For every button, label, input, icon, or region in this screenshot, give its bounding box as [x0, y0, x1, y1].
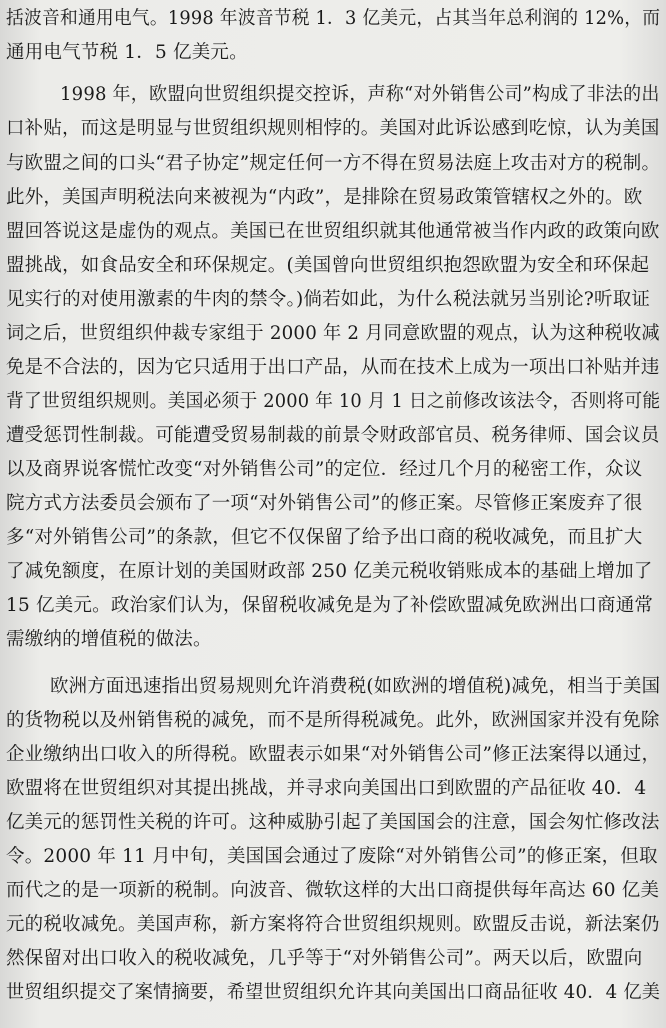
- text-line: 以及商界说客慌忙改变“对外销售公司”的定位．经过几个月的秘密工作，众议: [6, 459, 643, 480]
- text-line: 欧盟将在世贸组织对其提出挑战，并寻求向美国出口到欧盟的产品征收 40．4: [6, 778, 647, 799]
- text-line: 通用电气节税 1．5 亿美元。: [6, 42, 248, 63]
- text-line: 企业缴纳出口收入的所得税。欧盟表示如果“对外销售公司”修正法案得以通过，: [6, 744, 661, 765]
- text-line: 元的税收减免。美国声称，新方案将符合世贸组织规则。欧盟反击说，新法案仍: [6, 914, 660, 935]
- text-line: 遭受惩罚性制裁。可能遭受贸易制裁的前景令财政部官员、税务律师、国会议员: [6, 425, 660, 446]
- text-line: 盟回答说这是虚伪的观点。美国已在世贸组织就其他通常被当作内政的政策向欧: [6, 221, 660, 242]
- text-line: 院方式方法委员会颁布了一项“对外销售公司”的修正案。尽管修正案废弃了很: [6, 493, 643, 514]
- text-line: 多“对外销售公司”的条款，但它不仅保留了给予出口商的税收减免，而且扩大: [6, 527, 643, 548]
- text-line: 然保留对出口收入的税收减免，几乎等于“对外销售公司”。两天以后，欧盟向: [6, 948, 643, 969]
- text-line: 括波音和通用电气。1998 年波音节税 1．3 亿美元，占其当年总利润的 12%，而: [6, 8, 661, 29]
- text-line: 与欧盟之间的口头“君子协定”规定任何一方不得在贸易法庭上攻击对方的税制。: [6, 153, 661, 174]
- text-line: 词之后，世贸组织仲裁专家组于 2000 年 2 月同意欧盟的观点，认为这种税收减: [6, 323, 660, 344]
- text-line: 世贸组织提交了案情摘要，希望世贸组织允许其向美国出口商品征收 40．4 亿美: [6, 982, 661, 1003]
- text-line: 1998 年，欧盟向世贸组织提交控诉，声称“对外销售公司”构成了非法的出: [60, 84, 660, 105]
- text-line: 背了世贸组织规则。美国必须于 2000 年 10 月 1 日之前修改该法令，否则将可能: [6, 391, 661, 412]
- text-line: 免是不合法的，因为它只适用于出口产品，从而在技术上成为一项出口补贴并违: [6, 357, 660, 378]
- text-line: 15 亿美元。政治家们认为，保留税收减免是为了补偿欧盟减免欧洲出口商通常: [6, 595, 654, 616]
- text-line: 见实行的对使用激素的牛肉的禁令。)倘若如此，为什么税法就另当别论?听取证: [6, 289, 651, 310]
- text-line: 的货物税以及州销售税的减免，而不是所得税减免。此外，欧洲国家并没有免除: [6, 710, 660, 731]
- text-line: 盟挑战，如食品安全和环保规定。(美国曾向世贸组织抱怨欧盟为安全和环保起: [6, 255, 650, 276]
- text-line: 需缴纳的增值税的做法。: [6, 629, 212, 650]
- text-line: 此外，美国声明税法向来被视为“内政”，是排除在贸易政策管辖权之外的。欧: [6, 187, 643, 208]
- text-line: 而代之的是一项新的税制。向波音、微软这样的大出口商提供每年高达 60 亿美: [6, 880, 660, 901]
- text-line: 欧洲方面迅速指出贸易规则允许消费税(如欧洲的增值税)减免，相当于美国: [50, 676, 661, 697]
- text-line: 了减免额度，在原计划的美国财政部 250 亿美元税收销账成本的基础上增加了: [6, 561, 653, 582]
- text-line: 令。2000 年 11 月中旬，美国国会通过了废除“对外销售公司”的修正案，但取: [6, 846, 658, 867]
- text-line: 亿美元的惩罚性关税的许可。这种威胁引起了美国国会的注意，国会匆忙修改法: [6, 812, 660, 833]
- text-line: 口补贴，而这是明显与世贸组织规则相悖的。美国对此诉讼感到吃惊，认为美国: [6, 118, 660, 139]
